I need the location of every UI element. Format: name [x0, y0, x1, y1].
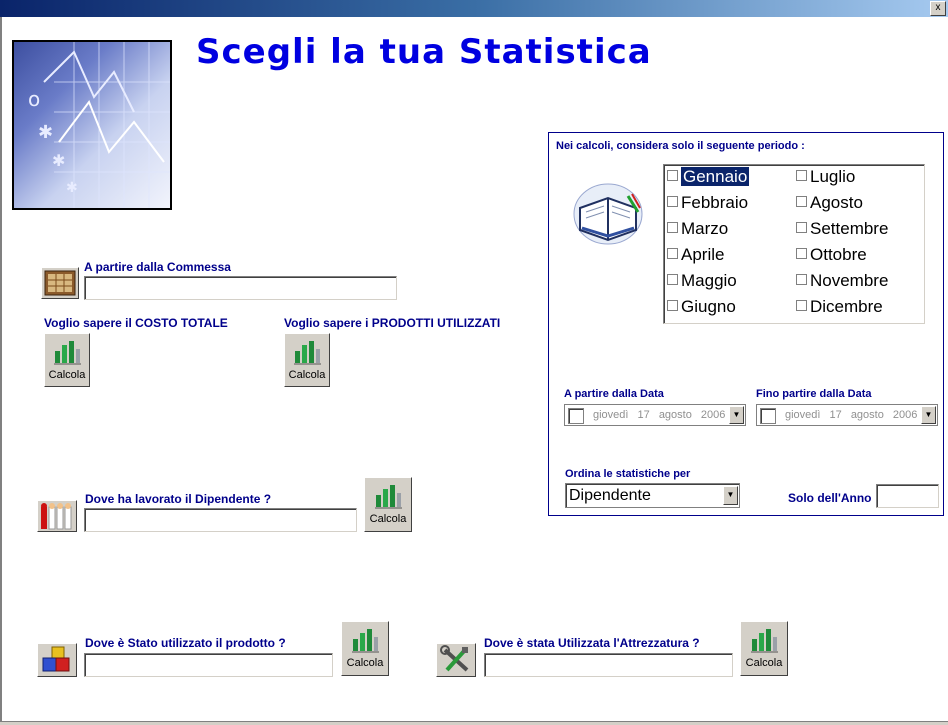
bar-chart-icon: [292, 337, 322, 367]
checkbox[interactable]: [796, 196, 807, 207]
month-item[interactable]: [796, 245, 867, 269]
month-label: Ottobre: [810, 245, 867, 264]
prodotto-input[interactable]: [84, 653, 333, 677]
bar-chart-icon: [52, 337, 82, 367]
bar-chart-icon: [373, 481, 403, 511]
tools-icon: [436, 643, 476, 677]
commessa-label: A partire dalla Commessa: [84, 260, 231, 274]
date-from-checkbox[interactable]: [568, 408, 584, 424]
month-label: Aprile: [681, 245, 725, 264]
month-item[interactable]: [796, 297, 883, 321]
svg-text:✱: ✱: [66, 180, 78, 196]
window-bottom-border: [0, 721, 948, 725]
svg-text:o: o: [28, 87, 41, 111]
calcola-prodotto-button[interactable]: [341, 621, 389, 676]
month-label: Dicembre: [810, 297, 883, 316]
title-bar: [0, 0, 948, 17]
checkbox[interactable]: [667, 222, 678, 233]
calcola-label: Calcola: [48, 369, 86, 381]
date-from-label: A partire dalla Data: [564, 388, 664, 400]
bar-chart-icon: [350, 625, 380, 655]
month-item[interactable]: [796, 219, 888, 243]
month-list[interactable]: [663, 164, 925, 324]
calcola-label: Calcola: [369, 513, 407, 525]
agenda-book-icon: [570, 178, 650, 248]
checkbox[interactable]: [796, 248, 807, 259]
attrezzatura-input[interactable]: [484, 653, 733, 677]
svg-text:✱: ✱: [38, 122, 54, 143]
checkbox[interactable]: [796, 222, 807, 233]
year-label: Solo dell'Anno: [788, 491, 872, 505]
calcola-dipendente-button[interactable]: [364, 477, 412, 532]
checkbox[interactable]: [796, 274, 807, 285]
month-label: Agosto: [810, 193, 863, 212]
order-value: Dipendente: [569, 487, 651, 504]
calcola-attrezzatura-button[interactable]: [740, 621, 788, 676]
month-label: Giugno: [681, 297, 736, 316]
checkbox[interactable]: [667, 300, 678, 311]
calcola-label: Calcola: [745, 657, 783, 669]
commessa-input[interactable]: [84, 276, 397, 300]
calcola-costo-totale-button[interactable]: [44, 333, 90, 387]
checkbox[interactable]: [667, 274, 678, 285]
month-item[interactable]: [796, 271, 888, 295]
attrezzatura-label: Dove è stata Utilizzata l'Attrezzatura ?: [484, 636, 700, 650]
close-icon[interactable]: x: [930, 1, 946, 16]
date-to-value: giovedì 17 agosto 2006: [785, 409, 918, 421]
dipendente-input[interactable]: [84, 508, 357, 532]
month-item[interactable]: [667, 297, 736, 321]
month-label: Settembre: [810, 219, 889, 238]
calcola-label: Calcola: [288, 369, 326, 381]
dipendente-label: Dove ha lavorato il Dipendente ?: [85, 492, 272, 506]
checkbox[interactable]: [667, 170, 678, 181]
svg-text:✱: ✱: [52, 151, 66, 170]
month-label: Maggio: [681, 271, 737, 290]
order-select[interactable]: [565, 483, 740, 508]
chevron-down-icon[interactable]: ▼: [921, 406, 936, 424]
calcola-prodotti-button[interactable]: [284, 333, 330, 387]
window-border: [0, 17, 2, 724]
checkbox[interactable]: [796, 300, 807, 311]
month-label: Novembre: [810, 271, 889, 290]
page-title: Scegli la tua Statistica: [196, 32, 652, 72]
month-item[interactable]: [667, 271, 737, 295]
bar-chart-icon: [749, 625, 779, 655]
month-item[interactable]: [667, 245, 724, 269]
month-label: Marzo: [681, 219, 729, 238]
month-item[interactable]: [667, 193, 748, 217]
checkbox[interactable]: [667, 196, 678, 207]
checkbox[interactable]: [667, 248, 678, 259]
prodotti-utilizzati-label: Voglio sapere i PRODOTTI UTILIZZATI: [284, 316, 501, 330]
date-to-checkbox[interactable]: [760, 408, 776, 424]
date-to-picker[interactable]: [756, 404, 938, 426]
prodotto-label: Dove è Stato utilizzato il prodotto ?: [85, 636, 286, 650]
month-label: Febbraio: [681, 193, 749, 212]
date-from-value: giovedì 17 agosto 2006: [593, 409, 726, 421]
month-item[interactable]: [796, 167, 855, 191]
order-label: Ordina le statistiche per: [565, 468, 691, 480]
year-input[interactable]: [876, 484, 939, 508]
chevron-down-icon[interactable]: ▼: [729, 406, 744, 424]
month-item[interactable]: [796, 193, 863, 217]
checkbox[interactable]: [796, 170, 807, 181]
month-item[interactable]: [667, 167, 749, 191]
calendar-book-icon: [41, 267, 79, 299]
chevron-down-icon[interactable]: ▼: [723, 486, 738, 505]
date-from-picker[interactable]: [564, 404, 746, 426]
cubes-icon: [37, 643, 77, 677]
costo-totale-label: Voglio sapere il COSTO TOTALE: [44, 316, 228, 330]
date-to-label: Fino partire dalla Data: [756, 388, 872, 400]
people-icon: [37, 500, 77, 532]
month-label: Luglio: [810, 167, 856, 186]
month-label: Gennaio: [683, 167, 748, 186]
calcola-label: Calcola: [346, 657, 384, 669]
month-item[interactable]: [667, 219, 728, 243]
chart-graph-icon: [12, 40, 172, 210]
period-label: Nei calcoli, considera solo il seguente periodo :: [556, 140, 805, 152]
